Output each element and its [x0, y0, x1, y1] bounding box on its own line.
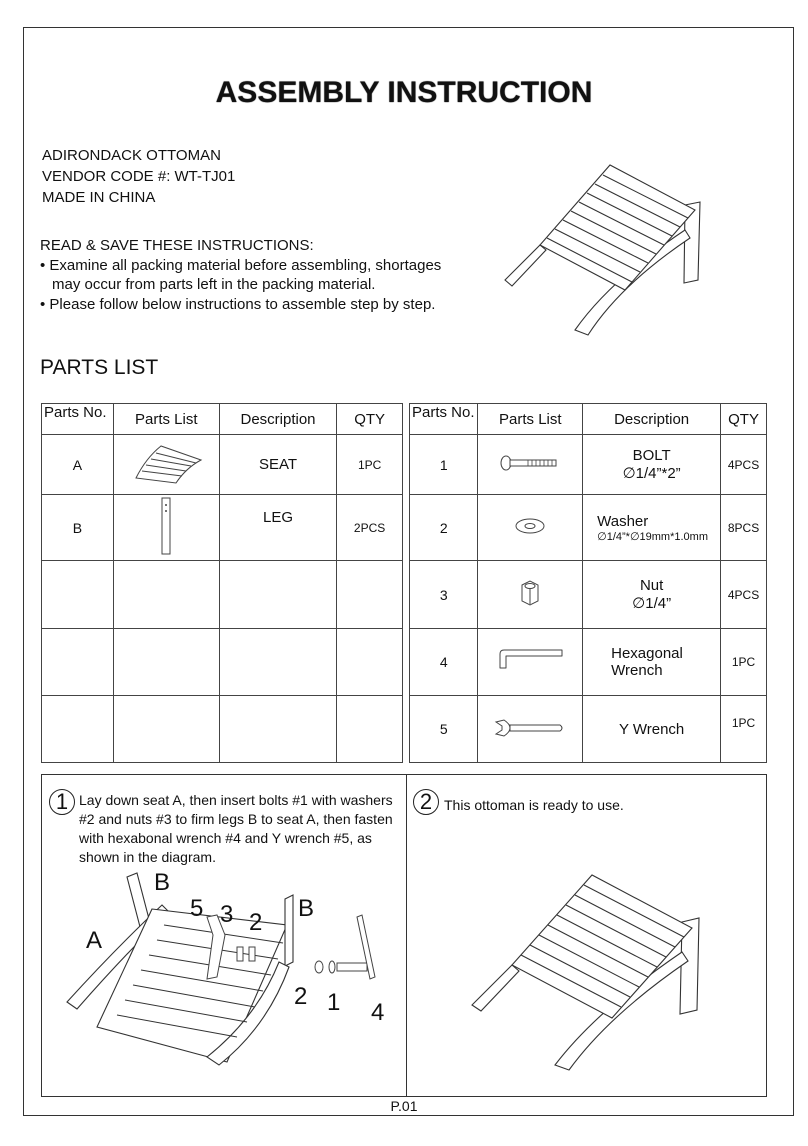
part-image	[478, 629, 583, 696]
desc-main: Nut	[639, 577, 664, 594]
part-description	[583, 561, 721, 629]
step-2-number: 2	[413, 789, 439, 815]
table-row	[42, 696, 403, 763]
finished-ottoman-illustration	[467, 860, 717, 1075]
header-parts-no: Parts No.	[410, 404, 478, 435]
bolt-icon	[498, 455, 562, 471]
table-row	[410, 696, 767, 763]
desc-spec: ∅1/4”*∅19mm*1.0mm	[597, 530, 708, 543]
part-description	[583, 629, 721, 696]
instructions-heading: READ & SAVE THESE INSTRUCTIONS:	[40, 237, 314, 254]
product-name: ADIRONDACK OTTOMAN	[42, 147, 221, 164]
part-qty: 1PC	[721, 696, 767, 763]
header-qty: QTY	[337, 404, 403, 435]
y-wrench-icon	[492, 716, 568, 740]
header-parts-list: Parts List	[113, 404, 219, 435]
parts-table-left	[41, 403, 403, 763]
part-image	[478, 561, 583, 629]
step-2-text: This ottoman is ready to use.	[444, 797, 624, 813]
page-number: P.01	[390, 1098, 418, 1114]
ottoman-illustration-top	[500, 150, 715, 340]
part-no: 1	[410, 435, 478, 495]
steps-divider	[406, 775, 407, 1096]
table-row	[42, 495, 403, 561]
table-row	[410, 629, 767, 696]
part-image	[113, 495, 219, 561]
bullet-1-cont: may occur from parts left in the packing material.	[52, 276, 376, 293]
part-qty: 4PCS	[721, 435, 767, 495]
vendor-code: VENDOR CODE #: WT-TJ01	[42, 168, 236, 185]
part-image	[478, 495, 583, 561]
hex-wrench-icon	[492, 646, 568, 676]
header-parts-list: Parts List	[478, 404, 583, 435]
parts-list-heading: PARTS LIST	[40, 356, 159, 379]
header-description: Description	[219, 404, 336, 435]
desc-main: BOLT	[632, 447, 671, 464]
part-description	[583, 495, 721, 561]
desc-spec: Wrench	[611, 662, 663, 679]
part-no: 2	[410, 495, 478, 561]
callout-b-left: B	[154, 869, 171, 896]
desc-spec: ∅1/4”*2”	[622, 465, 681, 482]
callout-3: 3	[220, 901, 234, 928]
header-description: Description	[583, 404, 721, 435]
header-parts-no: Parts No.	[42, 404, 114, 435]
table-row	[42, 561, 403, 629]
callout-a: A	[86, 927, 103, 954]
nut-icon	[518, 579, 542, 607]
origin: MADE IN CHINA	[42, 189, 156, 206]
assembly-steps	[41, 774, 767, 1097]
step-1-number: 1	[49, 789, 75, 815]
desc-main: Hexagonal	[611, 645, 683, 662]
callout-5: 5	[190, 895, 204, 922]
part-qty: 1PC	[337, 435, 403, 495]
read-instructions	[40, 236, 480, 314]
part-no: B	[42, 495, 114, 561]
part-description: Y Wrench	[583, 696, 721, 763]
bullet-2: • Please follow below instructions to assemble step by step.	[40, 295, 436, 313]
part-qty: 2PCS	[337, 495, 403, 561]
parts-table-right	[409, 403, 767, 763]
seat-icon	[126, 438, 206, 488]
part-qty: 8PCS	[721, 495, 767, 561]
desc-main: Washer	[597, 512, 649, 530]
product-info	[42, 145, 235, 208]
part-no: 3	[410, 561, 478, 629]
step-1-text: Lay down seat A, then insert bolts #1 with washers #2 and nuts #3 to firm legs B to seat A, then fasten with hexabonal wrench #4 and Y wrench #5, as shown in the diagram.	[79, 792, 393, 865]
table-row	[42, 435, 403, 495]
desc-spec: ∅1/4”	[632, 595, 672, 612]
table-row	[410, 495, 767, 561]
callout-2-bottom: 2	[294, 983, 308, 1010]
callout-1: 1	[327, 989, 341, 1016]
callout-4: 4	[371, 999, 385, 1026]
part-description: SEAT	[219, 435, 336, 495]
part-image	[478, 435, 583, 495]
washer-icon	[512, 516, 548, 536]
part-image	[478, 696, 583, 763]
part-description	[583, 435, 721, 495]
part-no: A	[42, 435, 114, 495]
table-row	[42, 629, 403, 696]
part-description: LEG	[219, 495, 336, 561]
header-qty: QTY	[721, 404, 767, 435]
callout-b-right: B	[298, 895, 315, 922]
part-qty: 4PCS	[721, 561, 767, 629]
part-image	[113, 435, 219, 495]
part-no: 4	[410, 629, 478, 696]
table-row	[410, 561, 767, 629]
table-row	[410, 435, 767, 495]
part-qty: 1PC	[721, 629, 767, 696]
page-title: ASSEMBLY INSTRUCTION	[215, 76, 593, 109]
part-no: 5	[410, 696, 478, 763]
leg-icon	[156, 496, 176, 556]
bullet-1: • Examine all packing material before assembling, shortages	[40, 256, 442, 274]
callout-2-top: 2	[249, 909, 263, 936]
